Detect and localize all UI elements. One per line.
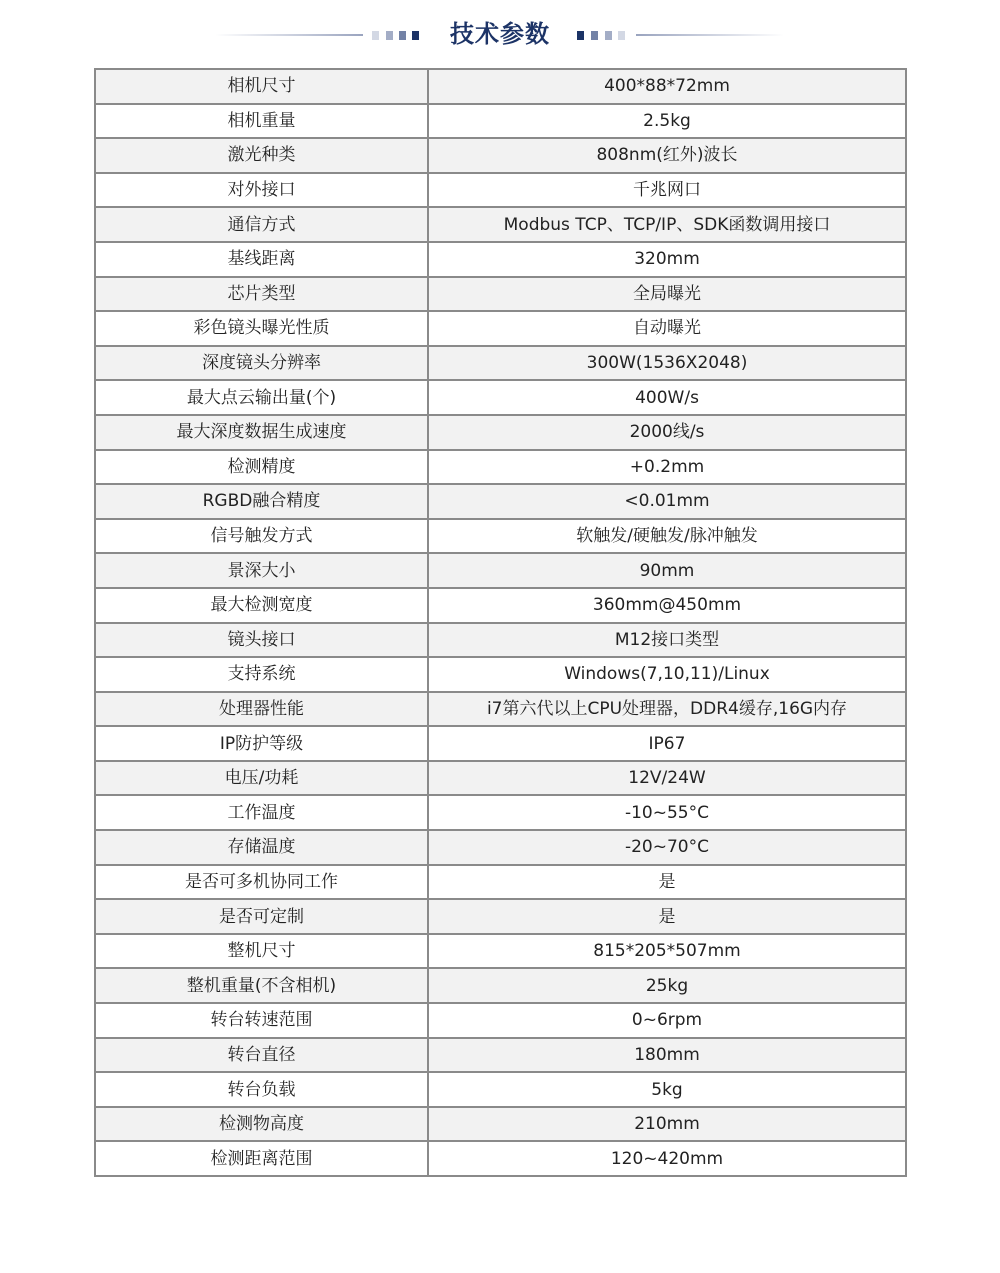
spec-label: 激光种类 — [95, 138, 428, 173]
spec-value: i7第六代以上CPU处理器，DDR4缓存,16G内存 — [428, 692, 906, 727]
spec-label: 相机重量 — [95, 104, 428, 139]
table-row — [95, 899, 906, 934]
spec-value: 是 — [428, 899, 906, 934]
spec-label: 对外接口 — [95, 173, 428, 208]
table-row — [95, 1141, 906, 1176]
table-row — [95, 553, 906, 588]
spec-label: 处理器性能 — [95, 692, 428, 727]
spec-label: 深度镜头分辨率 — [95, 346, 428, 381]
spec-value: -10~55°C — [428, 795, 906, 830]
spec-label: 转台负载 — [95, 1072, 428, 1107]
spec-label: RGBD融合精度 — [95, 484, 428, 519]
spec-value: 400W/s — [428, 380, 906, 415]
spec-value: <0.01mm — [428, 484, 906, 519]
decor-square-icon — [618, 31, 625, 40]
table-row — [95, 138, 906, 173]
table-row — [95, 519, 906, 554]
table-row — [95, 1003, 906, 1038]
spec-label: 是否可多机协同工作 — [95, 865, 428, 900]
table-row — [95, 346, 906, 381]
spec-label: 最大深度数据生成速度 — [95, 415, 428, 450]
spec-value: 400*88*72mm — [428, 69, 906, 104]
table-row — [95, 173, 906, 208]
spec-label: 信号触发方式 — [95, 519, 428, 554]
table-row — [95, 657, 906, 692]
spec-label: 整机尺寸 — [95, 934, 428, 969]
spec-label: 转台直径 — [95, 1038, 428, 1073]
spec-value: IP67 — [428, 726, 906, 761]
spec-value: 360mm@450mm — [428, 588, 906, 623]
spec-label: 景深大小 — [95, 553, 428, 588]
spec-label: 最大点云输出量(个) — [95, 380, 428, 415]
spec-label: IP防护等级 — [95, 726, 428, 761]
table-row — [95, 69, 906, 104]
spec-label: 彩色镜头曝光性质 — [95, 311, 428, 346]
decor-square-icon — [591, 31, 598, 40]
spec-value: 全局曝光 — [428, 277, 906, 312]
spec-value: 120~420mm — [428, 1141, 906, 1176]
table-row — [95, 968, 906, 1003]
spec-value: 815*205*507mm — [428, 934, 906, 969]
spec-value: 5kg — [428, 1072, 906, 1107]
table-row — [95, 380, 906, 415]
spec-value: 自动曝光 — [428, 311, 906, 346]
spec-label: 工作温度 — [95, 795, 428, 830]
table-row — [95, 1038, 906, 1073]
spec-value: -20~70°C — [428, 830, 906, 865]
spec-value: M12接口类型 — [428, 623, 906, 658]
spec-value: Modbus TCP、TCP/IP、SDK函数调用接口 — [428, 207, 906, 242]
table-row — [95, 450, 906, 485]
spec-value: Windows(7,10,11)/Linux — [428, 657, 906, 692]
spec-value: 2.5kg — [428, 104, 906, 139]
spec-label: 检测物高度 — [95, 1107, 428, 1142]
spec-table — [94, 68, 907, 1177]
table-row — [95, 207, 906, 242]
table-row — [95, 1072, 906, 1107]
spec-label: 芯片类型 — [95, 277, 428, 312]
table-row — [95, 865, 906, 900]
spec-label: 相机尺寸 — [95, 69, 428, 104]
decor-square-icon — [605, 31, 612, 40]
spec-label: 转台转速范围 — [95, 1003, 428, 1038]
spec-value: 320mm — [428, 242, 906, 277]
table-row — [95, 484, 906, 519]
spec-label: 整机重量(不含相机) — [95, 968, 428, 1003]
table-row — [95, 242, 906, 277]
page-title: 技术参数 — [450, 20, 550, 48]
table-row — [95, 795, 906, 830]
spec-label: 检测精度 — [95, 450, 428, 485]
spec-value: 210mm — [428, 1107, 906, 1142]
spec-value: 软触发/硬触发/脉冲触发 — [428, 519, 906, 554]
spec-label: 通信方式 — [95, 207, 428, 242]
spec-value: 90mm — [428, 553, 906, 588]
table-row — [95, 277, 906, 312]
spec-value: 300W(1536X2048) — [428, 346, 906, 381]
spec-value: 0~6rpm — [428, 1003, 906, 1038]
spec-value: 25kg — [428, 968, 906, 1003]
spec-value: 180mm — [428, 1038, 906, 1073]
spec-label: 最大检测宽度 — [95, 588, 428, 623]
table-row — [95, 623, 906, 658]
table-row — [95, 692, 906, 727]
spec-label: 是否可定制 — [95, 899, 428, 934]
table-row — [95, 934, 906, 969]
table-row — [95, 830, 906, 865]
spec-value: 是 — [428, 865, 906, 900]
spec-label: 检测距离范围 — [95, 1141, 428, 1176]
spec-value: 12V/24W — [428, 761, 906, 796]
spec-label: 支持系统 — [95, 657, 428, 692]
spec-value: 808nm(红外)波长 — [428, 138, 906, 173]
table-row — [95, 104, 906, 139]
spec-label: 存储温度 — [95, 830, 428, 865]
spec-value: +0.2mm — [428, 450, 906, 485]
table-row — [95, 1107, 906, 1142]
table-row — [95, 588, 906, 623]
table-row — [95, 311, 906, 346]
table-row — [95, 415, 906, 450]
spec-label: 镜头接口 — [95, 623, 428, 658]
spec-label: 基线距离 — [95, 242, 428, 277]
spec-value: 2000线/s — [428, 415, 906, 450]
table-row — [95, 726, 906, 761]
spec-table-body — [95, 69, 906, 1176]
table-row — [95, 761, 906, 796]
section-header — [0, 0, 1000, 69]
spec-value: 千兆网口 — [428, 173, 906, 208]
header-line-right — [636, 34, 784, 36]
spec-label: 电压/功耗 — [95, 761, 428, 796]
decor-square-icon — [577, 31, 584, 40]
